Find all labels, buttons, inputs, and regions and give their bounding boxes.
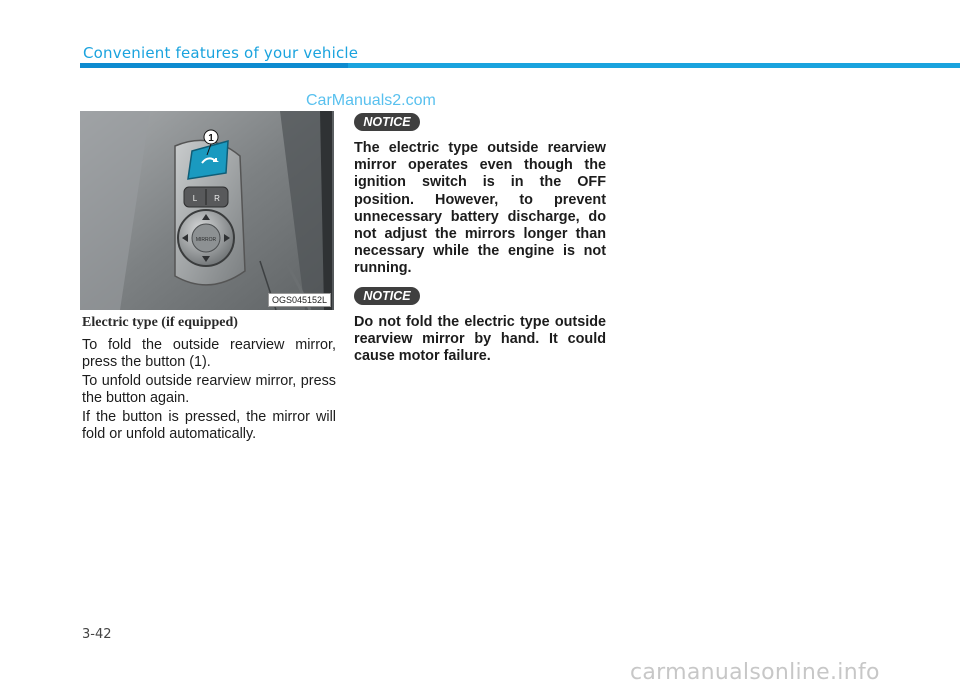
knob-label: MIRROR [195,237,217,243]
paragraph-fold: To fold the outside rearview mirror, press the button (1). [82,337,336,370]
header-rule-thin [348,65,960,67]
paragraph-automatic: If the button is pressed, the mirror will fold or unfold automatically. [82,409,336,442]
watermark-top: CarManuals2.com [306,92,436,109]
section-header-title: Convenient features of your vehicle [83,44,359,62]
figure-code: OGS045152L [268,293,331,307]
switch-left-label: L [192,194,198,203]
notice-badge: NOTICE [354,113,420,131]
notice-badge: NOTICE [354,287,420,305]
notice-text: Do not fold the electric type outside rearview mirror by hand. It could cause motor failure. [354,314,606,365]
watermark-bottom: carmanualsonline.info [630,660,880,685]
header-rule-thick [80,63,348,68]
paragraph-unfold: To unfold outside rearview mirror, press the button again. [82,373,336,406]
header-rule [80,63,960,68]
mirror-switch-figure [80,111,334,310]
page-number: 3-42 [82,627,112,642]
notice-text: The electric type outside rearview mirror operates even though the ignition switch is in the OFF position. However, to prevent unnecessary battery discharge, do not adjust the mirrors longer than necessary while the engine is not running. [354,140,606,277]
switch-right-label: R [214,194,220,203]
mirror-switch-illustration [80,111,334,310]
callout-number: 1 [208,133,214,144]
section-heading: Electric type (if equipped) [82,315,238,330]
